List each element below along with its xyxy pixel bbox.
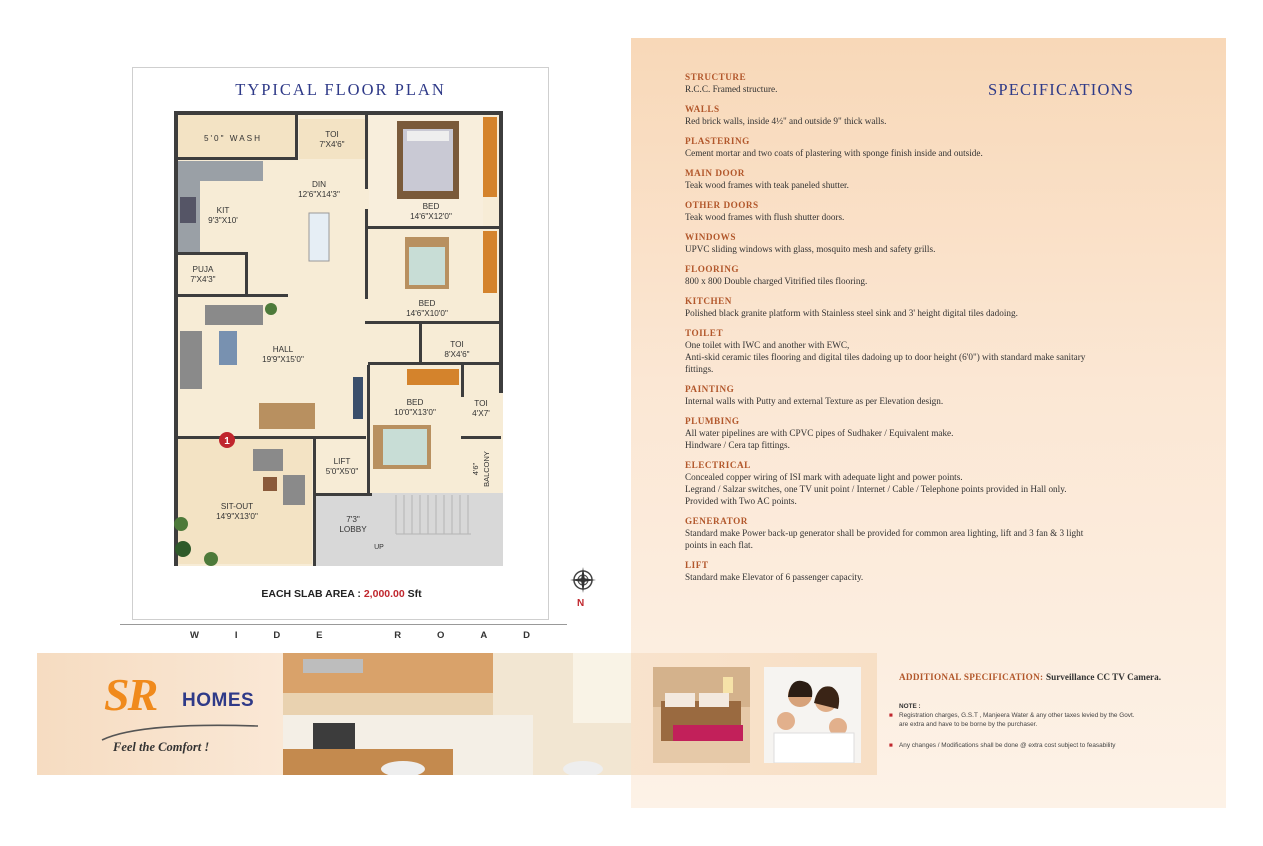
toilet-top-name: TOI bbox=[325, 130, 339, 139]
brand-logo-word: HOMES bbox=[182, 690, 255, 711]
puja-name: PUJA bbox=[192, 265, 214, 274]
spec-heading: PLASTERING bbox=[685, 136, 750, 146]
road-letter: O bbox=[437, 630, 445, 641]
kitchen-dim: 9'3"X10' bbox=[208, 216, 238, 225]
note-2-text: Any changes / Modifications shall be done @ extra cost subject to feasability bbox=[899, 742, 1116, 749]
hall-dining-bench bbox=[259, 403, 315, 429]
spec-heading: GENERATOR bbox=[685, 516, 748, 526]
kitchen-name: KIT bbox=[216, 206, 230, 215]
bed-1-pillow bbox=[407, 131, 449, 141]
spec-heading: OTHER DOORS bbox=[685, 200, 759, 210]
toilet-small-dim: 4'X7' bbox=[472, 409, 490, 418]
note-1 bbox=[889, 712, 1179, 729]
road-letter: D bbox=[273, 630, 281, 641]
spec-text: points in each flat. bbox=[685, 540, 753, 550]
spec-heading: LIFT bbox=[685, 560, 709, 570]
lift-name: LIFT bbox=[333, 457, 351, 466]
kitchen-photo bbox=[283, 653, 631, 775]
spec-text: Concealed copper wiring of ISI mark with adequate light and power points. bbox=[685, 472, 963, 482]
spec-text: Polished black granite platform with Stainless steel sink and 3' height digital tiles dadoing. bbox=[685, 308, 1018, 318]
toilet-small-name: TOI bbox=[474, 399, 488, 408]
spec-heading: KITCHEN bbox=[685, 296, 732, 306]
plant-icon bbox=[204, 552, 218, 566]
puja-dim: 7'X4'3" bbox=[190, 275, 216, 284]
wardrobe-1 bbox=[483, 117, 497, 197]
spec-text: Standard make Elevator of 6 passenger capacity. bbox=[685, 572, 864, 582]
road-letter: I bbox=[234, 630, 238, 641]
bed-1-name: BED bbox=[422, 202, 440, 211]
spec-item bbox=[685, 136, 1155, 159]
hall-dim: 19'9"X15'0" bbox=[262, 355, 304, 364]
spec-item bbox=[685, 516, 1155, 551]
bed-2-sheet bbox=[409, 247, 445, 285]
toilet-top-area bbox=[299, 119, 365, 159]
stove bbox=[180, 197, 196, 223]
dining-table bbox=[309, 213, 329, 261]
sitout-dim: 14'9"X13'0" bbox=[216, 512, 258, 521]
brand-logo-mark: SR bbox=[104, 669, 157, 720]
lobby-name: LOBBY bbox=[339, 525, 367, 534]
plant-icon bbox=[174, 517, 188, 531]
toilet-top-dim: 7'X4'6" bbox=[319, 140, 345, 149]
spec-text: Legrand / Salzar switches, one TV unit point / Internet / Cable / Telephone points provided in Hall only. bbox=[685, 484, 1067, 494]
spec-text: Standard make Power back-up generator shall be provided for common area lighting, lift and 3 fan & 3 light bbox=[685, 528, 1084, 538]
slab-area-unit: Sft bbox=[404, 588, 422, 600]
spec-text: Anti-skid ceramic tiles flooring and digital tiles dadoing up to door height (6'0") with standard make sanitary bbox=[685, 352, 1086, 362]
spec-item bbox=[685, 296, 1155, 319]
spec-item bbox=[685, 104, 1155, 127]
spec-heading: WINDOWS bbox=[685, 232, 736, 242]
bed-1-dim: 14'6"X12'0" bbox=[410, 212, 452, 221]
slab-area-value: 2,000.00 bbox=[363, 588, 405, 600]
spec-item bbox=[685, 264, 1155, 287]
spec-item bbox=[685, 72, 1155, 95]
spec-text: Hindware / Cera tap fittings. bbox=[685, 440, 790, 450]
road-letter: D bbox=[523, 630, 530, 641]
compass-north-label: N bbox=[577, 598, 585, 609]
spec-item bbox=[685, 460, 1155, 507]
spec-text: Teak wood frames with flush shutter doors. bbox=[685, 212, 845, 222]
specifications-list bbox=[685, 72, 1155, 592]
road-letter: E bbox=[316, 630, 323, 641]
spec-item bbox=[685, 200, 1155, 223]
bedroom-photo bbox=[653, 667, 750, 763]
road-divider bbox=[120, 624, 567, 625]
spec-text: Internal walls with Putty and external Texture as per Elevation design. bbox=[685, 396, 944, 406]
spec-heading: PAINTING bbox=[685, 384, 735, 394]
floor-plan-title: TYPICAL FLOOR PLAN bbox=[235, 80, 446, 99]
plant-icon bbox=[175, 541, 191, 557]
spec-heading: FLOORING bbox=[685, 264, 740, 274]
spec-item bbox=[685, 384, 1155, 407]
toilet-mid-dim: 8'X4'6" bbox=[444, 350, 470, 359]
spec-text: UPVC sliding windows with glass, mosquito mesh and safety grills. bbox=[685, 244, 936, 254]
balcony-dim: 4'6" bbox=[471, 462, 480, 476]
spec-heading: STRUCTURE bbox=[685, 72, 747, 82]
spec-item bbox=[685, 328, 1155, 375]
road-letter: R bbox=[394, 630, 402, 641]
note-bullet-icon: ■ bbox=[889, 712, 893, 719]
spec-item bbox=[685, 560, 1155, 583]
wash-label: 5'0" WASH bbox=[203, 134, 263, 143]
family-photo bbox=[764, 667, 861, 763]
floor-plan-drawing bbox=[171, 109, 511, 569]
bed-2-name: BED bbox=[418, 299, 436, 308]
spec-heading: WALLS bbox=[685, 104, 720, 114]
bed-3-sheet bbox=[383, 429, 427, 465]
sitout-chair-2 bbox=[283, 475, 305, 505]
additional-specification bbox=[899, 672, 1161, 682]
spec-heading: PLUMBING bbox=[685, 416, 740, 426]
spec-item bbox=[685, 168, 1155, 191]
sitout-name: SIT-OUT bbox=[220, 502, 254, 511]
entry-marker-number: 1 bbox=[224, 436, 230, 447]
wardrobe-3 bbox=[407, 369, 459, 385]
spec-text: fittings. bbox=[685, 364, 714, 374]
lift-dim: 5'0"X5'0" bbox=[325, 467, 359, 476]
spec-text: Provided with Two AC points. bbox=[685, 496, 797, 506]
additional-spec-value: Surveillance CC TV Camera. bbox=[1046, 672, 1162, 682]
brand-tagline: Feel the Comfort ! bbox=[113, 740, 210, 754]
road-letter: W bbox=[190, 630, 199, 641]
compass-icon bbox=[569, 566, 597, 598]
slab-area-label: EACH SLAB AREA : bbox=[261, 588, 364, 600]
hall-sofa-left bbox=[180, 331, 202, 389]
spec-text: 800 x 800 Double charged Vitrified tiles flooring. bbox=[685, 276, 868, 286]
balcony-name: BALCONY bbox=[482, 451, 491, 487]
dining-name: DIN bbox=[311, 180, 327, 189]
note-title: NOTE : bbox=[899, 703, 921, 710]
hall-sofa-top bbox=[205, 305, 263, 325]
spec-text: Red brick walls, inside 4½" and outside 9" thick walls. bbox=[685, 116, 887, 126]
note-1-line2: are extra and have to be borne by the purchaser. bbox=[899, 720, 1038, 728]
specifications-title: SPECIFICATIONS bbox=[988, 80, 1135, 99]
tv-unit bbox=[353, 377, 363, 419]
hall-table bbox=[219, 331, 237, 365]
spec-heading: ELECTRICAL bbox=[685, 460, 751, 470]
bed-3-dim: 10'0"X13'0" bbox=[394, 408, 436, 417]
toilet-mid-name: TOI bbox=[450, 340, 464, 349]
sitout-chair-1 bbox=[253, 449, 283, 471]
additional-spec-label: ADDITIONAL SPECIFICATION: bbox=[899, 672, 1046, 682]
stairs-up-label: UP bbox=[374, 544, 384, 551]
plant-icon bbox=[265, 303, 277, 315]
slab-area bbox=[133, 588, 550, 600]
wardrobe-2 bbox=[483, 231, 497, 293]
note-2 bbox=[889, 742, 1179, 751]
kitchen-counter-top bbox=[178, 161, 263, 181]
wide-road-label bbox=[190, 630, 530, 641]
lobby-dim: 7'3" bbox=[346, 515, 360, 524]
spec-heading: TOILET bbox=[685, 328, 724, 338]
dining-dim: 12'6"X14'3" bbox=[298, 190, 340, 199]
spec-heading: MAIN DOOR bbox=[685, 168, 745, 178]
spec-text: One toilet with IWC and another with EWC, bbox=[685, 340, 850, 350]
hall-name: HALL bbox=[272, 345, 294, 354]
spec-text: Cement mortar and two coats of plastering with sponge finish inside and outside. bbox=[685, 148, 983, 158]
road-letter: A bbox=[480, 630, 488, 641]
spec-item bbox=[685, 232, 1155, 255]
spec-text: Teak wood frames with teak paneled shutter. bbox=[685, 180, 849, 190]
spec-text: R.C.C. Framed structure. bbox=[685, 84, 778, 94]
floor-plan-panel bbox=[132, 67, 549, 620]
note-bullet-icon: ■ bbox=[889, 742, 893, 749]
sitout-table bbox=[263, 477, 277, 491]
note-1-line1: Registration charges, G.S.T , Manjeera Water & any other taxes levied by the Govt. bbox=[899, 712, 1135, 719]
spec-text: All water pipelines are with CPVC pipes of Sudhaker / Equivalent make. bbox=[685, 428, 954, 438]
bed-3-name: BED bbox=[406, 398, 424, 407]
bed-2-dim: 14'6"X10'0" bbox=[406, 309, 448, 318]
spec-item bbox=[685, 416, 1155, 451]
